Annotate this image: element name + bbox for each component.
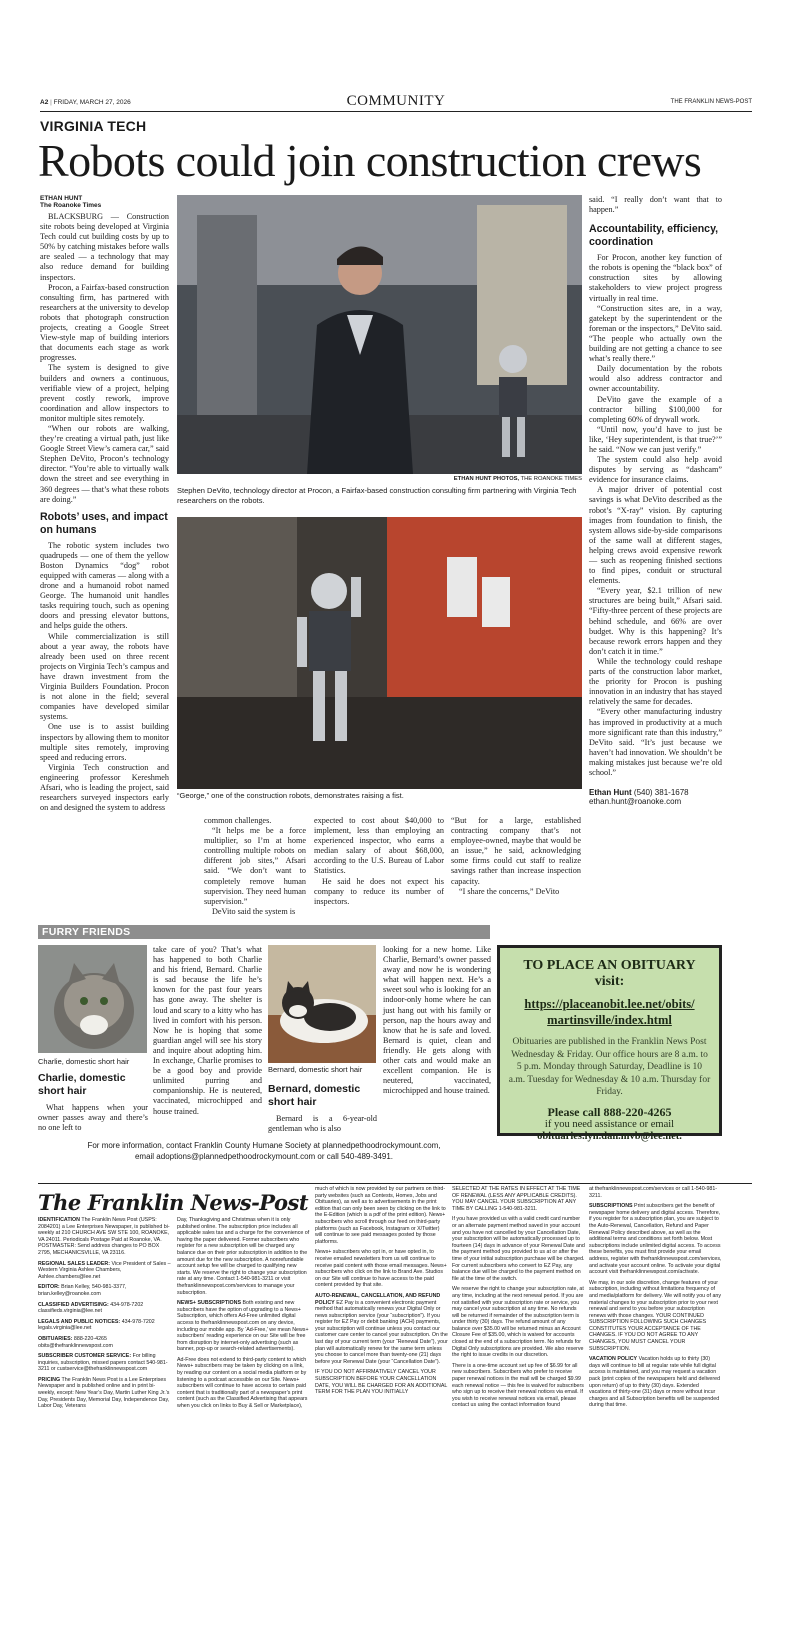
section-name: COMMUNITY	[346, 93, 446, 109]
masthead-col-2	[177, 1217, 310, 1414]
photo1-caption: Stephen DeVito, technology director at Procon, a Fairfax-based construction consulting firm partnering with Virginia Tech researchers on the robots.	[177, 486, 577, 505]
article-col-5	[589, 195, 722, 806]
col4-paragraph: “I share the concerns,” DeVito	[459, 886, 560, 896]
photo-devito-image	[177, 195, 582, 474]
obit-assist: if you need assistance or email	[544, 1118, 675, 1130]
photo1-credit-name: ETHAN HUNT PHOTOS,	[453, 476, 520, 482]
charlie-image	[38, 945, 147, 1053]
masthead-section-text: Vacation holds up to thirty (30) days will continue to bill at regular rate while full digital access is maintained, and you may request a vacation pack (print copies of the newspapers held and delivered upon return) of up to thirty (30) days. Extended vacations of thirty-one (31) days or more without incur charges and all Subscription benefits will be suspended during that time.	[589, 1356, 721, 1409]
masthead-section-text: If you have provided us with a valid credit card number or an alternate payment method saved in your account and you have not cancelled by your Cancellation Date, your subscription will be automatically processed up to fourteen (14) days in advance of your Renewal Date and the payment method you provided to us at or after the time of your initial subscription purchase will be charged. For current subscribers who convert to EZ Pay, any balance due will be charged to the payment method on file at the time of the switch.	[452, 1216, 585, 1282]
masthead-section-heading: OBITUARIES:	[38, 1335, 73, 1342]
masthead-section-text: Vice President of Sales – Western Virginia Ashlee Chambers, Ashlee.chambers@lee.net	[38, 1260, 171, 1280]
masthead-col4-section	[452, 1216, 585, 1282]
masthead-section-heading: IDENTIFICATION	[38, 1217, 80, 1223]
cat2-text: Bernard is a 6-year-old gentleman who is also	[268, 1114, 377, 1134]
subhead-accountability: Accountability, efficiency, coordination	[589, 223, 719, 249]
masthead-section-text: Ad-Free does not extend to third-party content to which News+ subscribers may be taken by clicking on a link, by reading our content on a social media platform or by listening to a podcast accessible on our Site. News+ subscribers will continue to have access to certain paid content that is traditionally part of a newspaper’s print content (such as the Classified Advertising that appears when you click on links to Buy & Sell or Marketplace),	[177, 1356, 308, 1410]
obit-visit: visit:	[594, 974, 625, 989]
col5-paragraph: While the technology could reshape parts of the construction labor market, the priority for Procon is pushing innovation in an industry that has stayed relatively the same for decades.	[589, 656, 722, 707]
col1-paragraph: Procon, a Fairfax-based construction consulting firm, has partnered with researchers at the university to develop robots that photograph construction projects, creating a Google Street View-style map of building interiors that documents each stage as work progresses.	[40, 282, 169, 363]
cat2-title: Bernard, domestic short hair	[268, 1083, 361, 1108]
masthead-col3-section	[315, 1369, 448, 1395]
col5-text	[589, 253, 722, 778]
masthead-col1-section	[38, 1353, 171, 1373]
col5-paragraph: DeVito gave the example of a contractor billing $100,000 for completing 60% of drywall work.	[589, 394, 722, 424]
obituary-ad	[497, 945, 722, 1142]
masthead-col5-section	[589, 1186, 722, 1199]
cat1-cont: take care of you? That’s what has happened to both Charlie and his friend, Bernard. Charlie is sad because the life he’s known for the past four years has gone away. The shelter is loud and scary to a kitty who has lived in comfort with his person. Now he is hoping that some guardian angel will see his story and inquire about adopting him. In exchange, Charlie promises to be a good boy and provide unlimited purring and companionship. He is neutered, vaccinated, microchipped and house trained.	[153, 945, 262, 1116]
sig-phone: (540) 381-1678	[633, 788, 689, 798]
col5-paragraph: The system could also help avoid disputes by serving as “dashcam” evidence for insurance claims.	[589, 455, 722, 485]
cat1-text: What happens when your owner passes away and there’s no one left to	[38, 1103, 148, 1133]
masthead-col2-section	[177, 1217, 310, 1296]
article-col-3	[314, 816, 444, 907]
masthead-section-text: We reserve the right to change your subscription rate, at any time, including at the next renewal period. If you are not satisfied with your subscription rate or service, you may cancel your subscription at any time. No refunds will be returned if remainder of the subscription term is under thirty (30) days. The refund amount of any balance over $35.00 will be returned minus an Account Closure Fee of $35.00, which is waived for accounts closed at the end of a subscription term. No refunds for Digital Only subscriptions are provided. We also reserve the right to issue credits in our discretion.	[452, 1286, 584, 1359]
col2-paragraph: DeVito said the system is	[212, 906, 296, 916]
paper-name: THE FRANKLIN NEWS-POST	[670, 99, 752, 105]
col1-paragraph: “When our robots are walking, they’re creating a virtual path, just like Google Street View’s camera car,” said Stephen DeVito, Procon’s technology director. “You’re able to virtually walk down the street and see everything in 360 degrees — that’s what these robots are doing.”	[40, 423, 169, 504]
furry-footer-line1: For more information, contact Franklin County Humane Society at plannedpethoodrockymount.com,	[87, 1141, 441, 1150]
bernard-image	[268, 945, 376, 1063]
photo-bernard	[268, 945, 376, 1063]
masthead-section-heading: SUBSCRIBER CUSTOMER SERVICE:	[38, 1353, 132, 1360]
masthead-section-text: The Franklin News Post (USPS: 2084201) a Lee Enterprises Newspaper, is published bi-weekly at 210 CHURCH AVE SW STE 100, ROANOKE, VA 24011. Periodicals Postage Paid at Roanoke, VA. POSTMASTER: Send address changes to PO BOX 2795, MECHANICSVILLE, VA 23116.	[38, 1217, 170, 1256]
masthead-col1-section	[38, 1319, 171, 1332]
masthead-col4-section	[452, 1363, 585, 1409]
obit-title: TO PLACE AN OBITUARY	[523, 958, 696, 973]
masthead-col2-section	[177, 1300, 310, 1353]
page-header: A2 | FRIDAY, MARCH 27, 2026 COMMUNITY THE FRANKLIN NEWS-POST	[40, 93, 752, 109]
masthead-col1-section	[38, 1302, 171, 1315]
masthead-col5-section	[589, 1356, 722, 1409]
col2-paragraph: common challenges.	[204, 816, 272, 825]
article-col-4	[451, 816, 581, 897]
col4-paragraph: “But for a large, established contracting company that’s not employee-owned, maybe that would be an issue,” he said, acknowledging some firms could cut staff to realize savings rather than increase inspection capacity.	[451, 816, 581, 886]
subhead-robots-uses: Robots’ uses, and impact on humans	[40, 510, 168, 536]
headline: Robots could join construction crews	[38, 135, 702, 186]
col1-text	[40, 212, 169, 505]
masthead-section-heading: REGIONAL SALES LEADER:	[38, 1260, 111, 1267]
masthead-col1-section	[38, 1377, 171, 1410]
col1b-text	[40, 541, 169, 814]
masthead-section-text: 888-220-4265 obits@thefranklinnewspost.com	[38, 1335, 113, 1349]
byline-name: ETHAN HUNT	[40, 195, 83, 202]
masthead-col-1	[38, 1217, 171, 1414]
masthead-col1-section	[38, 1217, 171, 1257]
obit-email[interactable]: obituaries.lyn.dan.mvb@lee.net.	[537, 1130, 682, 1142]
masthead-col1-section	[38, 1284, 171, 1297]
masthead-section-heading: SUBSCRIPTIONS	[589, 1203, 633, 1210]
kicker: VIRGINIA TECH	[40, 118, 147, 134]
obit-body: Obituaries are published in the Franklin News Post Wednesday & Friday. Our office hours are 8 a.m. to 5 p.m. Monday through Saturday, Deadline is 10 a.m. Tuesday for Wednesday & 10 a.m. Thursday for Friday.	[508, 1037, 711, 1097]
col3-paragraph: He said he does not expect his company to reduce its number of inspectors.	[314, 876, 444, 906]
masthead-section-heading: EDITOR:	[38, 1284, 60, 1291]
masthead-section-text: SELECTED AT THE RATES IN EFFECT AT THE TIME OF RENEWAL (LESS ANY APPLICABLE CREDITS). YOU MAY CANCEL YOUR SUBSCRIPTION AT ANY TIME BY CALLING 1-540-981-3211.	[452, 1186, 581, 1212]
masthead-rule	[38, 1183, 752, 1184]
article-col-2	[204, 816, 306, 917]
col5-paragraph: “Construction sites are, in a way, gatekept by the superintendent or the foreman or the inspectors,” DeVito said. “The people who actually own the building are not getting a chance to see what’s really there.”	[589, 303, 722, 364]
col5-paragraph: “Until now, you’d have to just be like, ‘Hey superintendent, is that true?’” he said. “Now we can just verify.”	[589, 424, 722, 454]
masthead-col1-section	[38, 1261, 171, 1281]
masthead-col3-section	[315, 1186, 448, 1245]
masthead-col3-section	[315, 1293, 448, 1366]
masthead-section-text: There is a one-time account set up fee of $6.99 for all new subscribers. Subscribers who prefer to receive paper renewal notices in the mail will be charged $9.99 each renewal notice — this fee is waived for subscribers who sign up to receive their renewal notices via email. If you wish to receive renewal notices via email, please contact us using the contact information found	[452, 1362, 584, 1409]
furry-friends-banner: FURRY FRIENDS	[38, 925, 490, 939]
masthead-section-text: For billing inquiries, subscription, missed papers contact 540-981-3211 or custservice@thefranklinnewspost.com	[38, 1353, 168, 1373]
furry-footer	[38, 1141, 490, 1162]
masthead-col-5	[589, 1186, 722, 1413]
masthead-section-text: Brian Kelley, 540-981-3377, brian.kelley@roanoke.com	[38, 1284, 127, 1297]
page-date: FRIDAY, MARCH 27, 2026	[53, 99, 131, 106]
page-label: A2	[40, 99, 49, 106]
masthead-section-text: 434-978-7202 legals.virginia@lee.net	[38, 1318, 155, 1332]
obit-url-line2[interactable]: martinsville/index.html	[547, 1013, 672, 1027]
masthead-col3-section	[315, 1249, 448, 1289]
masthead-col1-section	[38, 1336, 171, 1349]
col3-paragraph: expected to cost about $40,000 to implement, less than employing an experienced inspector, who earns a median salary of about $68,000, according to the U.S. Bureau of Labor Statistics.	[314, 816, 444, 876]
col5-paragraph: “Every other manufacturing industry has improved in productivity at a much more significant rate than this industry,” DeVito said. “It’s just because we haven’t had innovation. We shouldn’t be making mistakes just because we’re old school.”	[589, 707, 722, 777]
masthead-section-text: Print subscribers get the benefit of newspaper home delivery and digital access. Therefore, if you register for a subscription plan, you are subject to the Auto-Renewal, Cancellation, Refund and Paper Renewal Policy described above, as well as the additional terms and conditions set forth below. Most subscriptions include unlimited digital access. To access these benefits, you must first provide your email address, register with thefranklinnewspost.com/services, and activate your account online. To activate your digital account visit thefranklinnewspost.com/activate.	[589, 1203, 722, 1276]
col1b-paragraph: While commercialization is still about a year away, the robots have already been used on three recent projects on Virginia Tech’s campus and have drawn investment from the Virginia Builders Foundation. Procon is not alone in the field; several companies have developed similar systems.	[40, 631, 169, 722]
masthead-section-heading: LEGALS AND PUBLIC NOTICES:	[38, 1318, 121, 1325]
masthead-section-text: 434-978-7202 classifieds.virginia@lee.net	[38, 1301, 144, 1315]
col5-paragraph: Daily documentation by the robots would also address contractor and owner accountability.	[589, 364, 722, 394]
col5-paragraph: For Procon, another key function of the robots is opening the “black box” of construction sites by allowing stakeholders to view project progress virtually in real time.	[589, 253, 722, 303]
col1b-paragraph: One use is to assist building inspectors by allowing them to monitor multiple sites remotely, improving speed and reducing errors.	[40, 722, 169, 762]
masthead-col4-section	[452, 1186, 585, 1212]
masthead-col-4	[452, 1186, 585, 1413]
masthead-section-text: Day, Thanksgiving and Christmas when it is only published online. The subscription price includes all applicable sales tax and a charge for the convenience of having the paper delivered. Former subscribers who register for a new subscription will be charged any balance due on their prior subscription in addition to the amount due for the new subscription. A nonrefundable account setup fee will be charged to qualifying new starts. We reserve the right to change your subscription rate at any time. Contact 1-540-981-3211 or visit thefranklinnewspost.com/services to manage your subscription.	[177, 1217, 310, 1296]
masthead-section-text: Both existing and new subscribers have the option of upgrading to a News+ Subscription, which offers Ad-Free unlimited digital access to thefranklinnewspost.com on any device, including our mobile app. By ‘Ad-Free,’ we mean News+ subscribers’ reading experience on our Site will be free from disruption by internet-only advertising (such as banner, pop-up or search-related advertisements).	[177, 1300, 309, 1353]
col5-paragraph: “Every year, $2.1 trillion of new structures are being built,” Afsari said. “Fifty-three percent of these projects are behind schedule, and 66% are over budget. Why is this happening? It’s because rework errors happen and they don’t catch it in time.”	[589, 586, 722, 656]
masthead-section-heading: NEWS+ SUBSCRIPTIONS	[177, 1300, 242, 1307]
col1b-paragraph: Virginia Tech construction and engineering professor Kereshmeh Afsari, who is leading the project, said researchers surveyed inspectors early on and designed the system to address	[40, 762, 169, 813]
masthead-section-text: at thefranklinnewspost.com/services or call 1-540-981-3211.	[589, 1186, 718, 1199]
masthead-section-heading: AUTO-RENEWAL, CANCELLATION, AND REFUND POLICY	[315, 1292, 441, 1306]
photo-george-image	[177, 517, 582, 789]
cat1-title: Charlie, domestic short hair	[38, 1072, 126, 1097]
masthead-section-text: We may, in our sole discretion, change features of your subscription, including without limitations frequency of and media/platform for delivery. We will notify you of any material changes to your subscription prior to your next renewal and send to you before your subscription renews with those changes. YOUR CONTINUED SUBSCRIPTION FOLLOWING SUCH CHANGES CONSTITUTES YOUR ACCEPTANCE OF THE CHANGES. IF YOU DO NOT AGREE TO ANY CHANGES, YOU MUST CANCEL YOUR SUBSCRIPTION.	[589, 1279, 721, 1352]
masthead-section-text: EZ Pay is a convenient electronic payment method that automatically renews your Digital Only or news subscription service (your “subscription”). If you register for EZ Pay or debit banking (ACH) payments, your subscription will continue unless you contact our customer care center to cancel your subscription. On the last day of your current term (your “Renewal Date”), your plan will automatically renew for the same term unless you choose to cancel more than twenty-one (21) days before your Renewal Date (your “Cancellation Date”).	[315, 1299, 448, 1365]
col1-paragraph: BLACKSBURG — Construction site robots being developed at Virginia Tech could cut building costs by up to 50% by catching mistakes before walls are sealed — a technology that may also reduce demand for building inspectors.	[40, 212, 169, 282]
masthead-col-3	[315, 1186, 448, 1400]
obit-call: Please call 888-220-4265	[547, 1104, 672, 1119]
masthead-col2-section	[177, 1357, 310, 1410]
cat2-cont: looking for a new home. Like Charlie, Bernard’s owner passed away and now he is wondering what will happen next. He’s a sweet soul who is looking for an indoor-only home where he can just hang out with his family or person, nap the hours away and know that he is safe and loved. Bernard is quiet, clean and friendly. He gets along with other cats and would make an excellent companion. He is neutered, vaccinated, microchipped and house trained.	[383, 945, 491, 1096]
col1-paragraph: The system is designed to give builders and owners a continuous, verifiable view of a project, helping prevent costly rework, improve coordination and allow inspectors to monitor multiple sites remotely.	[40, 363, 169, 423]
cat1-caption: Charlie, domestic short hair	[38, 1057, 130, 1066]
sig-name: Ethan Hunt	[589, 788, 632, 798]
masthead-section-text: much of which is now provided by our partners on third-party websites (such as Contests, Homes, Jobs and Obituaries), as well as to advertisements in the print edition that can only been seen by clicking on the link to the E-Edition (which is a pdf of the print edition). News+ subscribers who scroll through our feed on third-party platforms (such as Facebook, Instagram or X/Twitter) will continue to see paid messages posted by those platforms.	[315, 1186, 446, 1245]
article-col-1	[40, 195, 169, 813]
photo1-credit	[177, 476, 582, 482]
signature	[589, 788, 722, 797]
photo2-caption: “George,” one of the construction robots, demonstrates raising a fist.	[177, 791, 404, 800]
masthead-section-heading: VACATION POLICY	[589, 1356, 638, 1363]
header-rule	[40, 111, 752, 112]
col1b-paragraph: The robotic system includes two quadrupeds — one of them the yellow Boston Dynamics “dog” robot equipped with cameras — along with a drone and a humanoid robot named George. The humanoid unit handles tasks requiring touch, such as opening doors and pressing elevator buttons, and helps guide the others.	[40, 540, 169, 631]
col5-paragraph: A major driver of potential cost savings is what DeVito described as the robot’s “X-ray” vision. By capturing images from foundation to finish, the system allows side-by-side comparisons of the same wall at different stages, helping crews avoid expensive rework — such as reopening finished sections to find pipes, conduit or structural elements.	[589, 485, 722, 586]
photo1-credit-org: THE ROANOKE TIMES	[520, 476, 582, 482]
masthead-col5-section	[589, 1280, 722, 1353]
photo-devito	[177, 195, 582, 474]
sig-email[interactable]: ethan.hunt@roanoke.com	[589, 797, 682, 807]
obit-url-line1[interactable]: https://placeanobit.lee.net/obits/	[524, 997, 695, 1011]
masthead-section-heading: PRICING	[38, 1376, 61, 1383]
masthead-section-text: The Franklin News Post is a Lee Enterprises Newspaper and is published online and in print bi-weekly, except: New Year’s Day, Martin Luther King Jr.’s Day, Presidents Day, Memorial Day, Independence Day, Labor Day, Veterans	[38, 1376, 170, 1410]
photo-charlie	[38, 945, 147, 1053]
masthead-col5-section	[589, 1203, 722, 1276]
masthead-section-text: IF YOU DO NOT AFFIRMATIVELY CANCEL YOUR SUBSCRIPTION BEFORE YOUR CANCELLATION DATE, YOU WILL BE CHARGED FOR AN ADDITIONAL TERM FOR THE PLAN YOU INITIALLY	[315, 1369, 448, 1396]
col5-lead: said. “I really don’t want that to happen.”	[589, 195, 722, 215]
masthead-col4-section	[452, 1286, 585, 1359]
masthead-section-text: News+ subscribers who opt in, or have opted in, to receive emailed newsletters from us will continue to receive paid content with those email messages. News+ subscribers who click on the link to Brand Ave. Studios on our Site will continue to have access to the paid content provided by that site.	[315, 1249, 447, 1289]
masthead-section-heading: CLASSIFIED ADVERTISING:	[38, 1301, 109, 1308]
masthead-title: The Franklin News-Post	[38, 1190, 309, 1215]
photo-george-robot	[177, 517, 582, 789]
furry-footer-line2: email adoptions@plannedpethoodrockymount.com or call 540-489-3491.	[134, 1151, 394, 1161]
cat2-caption: Bernard, domestic short hair	[268, 1065, 363, 1074]
byline-org: The Roanoke Times	[40, 202, 102, 209]
col2-paragraph: “It helps me be a force multiplier, so I’m at home controlling multiple robots on different job sites,” Afsari said. “We don’t want to completely remove human supervision. They need human supervision.”	[204, 826, 306, 906]
